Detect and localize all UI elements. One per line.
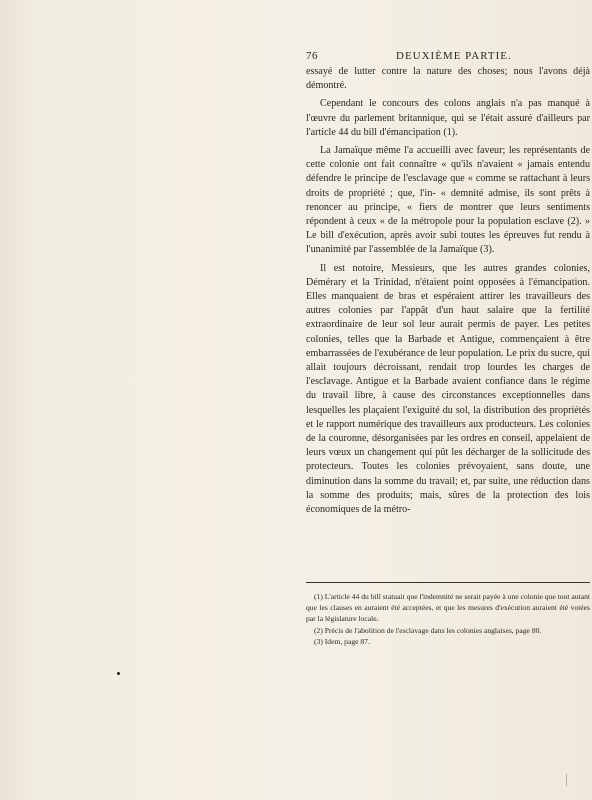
ink-speck (117, 672, 120, 675)
page-header (306, 50, 590, 64)
running-title: DEUXIÈME PARTIE. (396, 50, 512, 62)
footnotes (306, 591, 590, 647)
page-number: 76 (306, 50, 318, 62)
page-edge-mark (566, 774, 567, 786)
paragraph: essayé de lutter contre la nature des choses; nous l'avons déjà démontré. (306, 66, 590, 92)
footnote: (3) Idem, page 87. (314, 636, 370, 646)
paragraph: Il est notoire, Messieurs, que les autres grandes colonies, Démérary et la Trinidad, n'étaient point opposées à l'émancipation. Elles manquaient de bras et espéraient attirer les travailleurs des autres colonies par l'appât d'un haut salaire que la fertilité extraordinaire de leur sol leur aurait permis de payer. Les petites colonies, telles que la Barbade et Antigue, commençaient à être embarrassées de l'exubérance de leur population. Le prix du sucre, qui allait toujours décroissant, rendait trop lourdes les charges de l'esclavage. Antigue et la Barbade avaient confiance dans le régime du travail libre, à cause des circonstances exceptionnelles dans lesquelles les plaçaient l'exiguité du sol, la distribution des propriétés et le rapport numérique des travailleurs aux producteurs. Les colonies de la couronne, désorganisées par les ordres en conseil, appelaient de leurs vœux un changement qui pût les décharger de la sollicitude des protecteurs. Toutes les colonies prévoyaient, sans doute, une diminution dans la somme du travail; et, par suite, une réduction dans la somme des produits; mais, sûres de la protection des lois économiques de la métro- (306, 262, 590, 516)
main-text (306, 65, 590, 521)
footnote-rule (306, 582, 590, 583)
footnote: (1) L'article 44 du bill statuait que l'indemnité ne serait payée à une colonie que tout autant que les clauses en auraient été acceptées, et que les mesures d'exécution auraient été votées par la législature locale. (306, 592, 590, 624)
footnote: (2) Précis de l'abolition de l'esclavage dans les colonies anglaises, page 80. (314, 625, 542, 635)
paragraph: Cependant le concours des colons anglais n'a pas manqué à l'œuvre du parlement britannique, qui se l'était assuré d'ailleurs par l'article 44 du bill d'émancipation (1). (306, 98, 590, 138)
paragraph: La Jamaïque même l'a accueilli avec faveur; les représentants de cette colonie ont fait connaître « qu'ils n'avaient « jamais entendu défendre le principe de l'esclavage que « comme se rattachant à leurs droits de propriété ; que, l'in- « demnité admise, ils sont prêts à renoncer au principe, « fiers de montrer que leurs sentiments répondent à ceux « de la métropole pour la population esclave (2). » Le bill d'exécution, après avoir subi toutes les épreuves fut rendu à l'unanimité par l'assemblée de la Jamaïque (3). (306, 145, 590, 256)
